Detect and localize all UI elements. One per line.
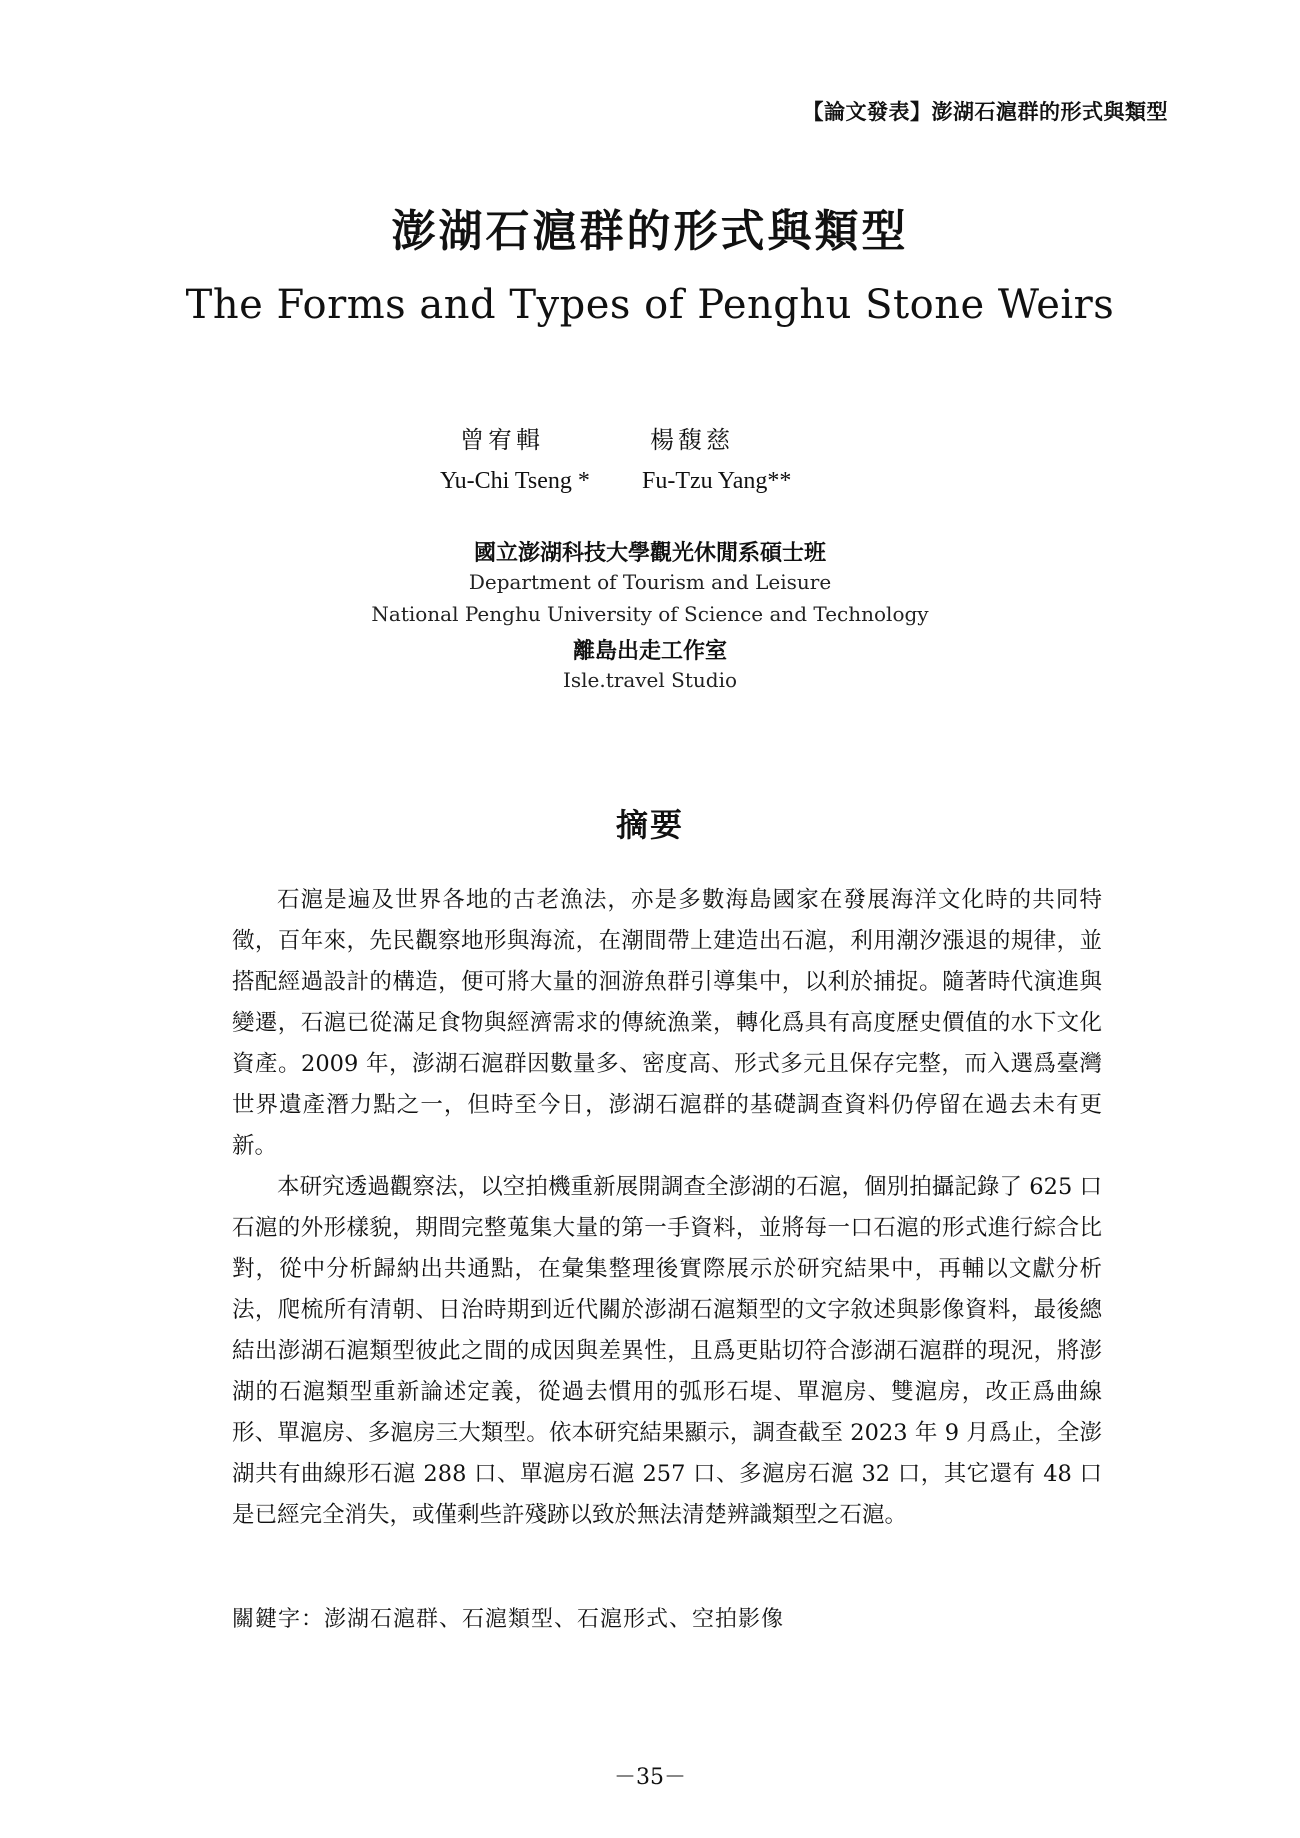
page-number: －35－ <box>614 1765 686 1790</box>
affiliation-2-zh: 離島出走工作室 <box>572 639 727 664</box>
affiliation-2-en: Isle.travel Studio <box>562 668 738 692</box>
author-1-name-zh: 曾宥輯 <box>460 426 544 454</box>
abstract-paragraph-2: 本研究透過觀察法，以空拍機重新展開調查全澎湖的石滬，個別拍攝記錄了 625 口石滬的外形樣貌，期間完整蒐集大量的第一手資料，並將每一口石滬的形式進行綜合比對，從中分析歸納出共通點，在彙集整理後實際展示於研究結果中，再輔以文獻分析法，爬梳所有清朝、日治時期到近代關於澎湖石滬類型的文字敘述與影像資料，最後總結出澎湖石滬類型彼此之間的成因與差異性，且爲更貼切符合澎湖石滬群的現況，將澎湖的石滬類型重新論述定義，從過去慣用的弧形石堤、單滬房、雙滬房，改正爲曲線形、單滬房、多滬房三大類型。依本研究結果顯示，調查截至 2023 年 9 月爲止，全澎湖共有曲線形石滬 288 口、單滬房石滬 257 口、多滬房石滬 32 口，其它還有 48 口是已經完全消失，或僅剩些許殘跡以致於無法清楚辨識類型之石滬。 <box>232 1174 1102 1528</box>
affiliation-1-en-line-1: Department of Tourism and Leisure <box>468 570 832 594</box>
abstract-heading: 摘要 <box>615 806 684 844</box>
abstract-body <box>232 880 1102 1536</box>
paper-title-zh: 澎湖石滬群的形式與類型 <box>391 206 909 257</box>
paper-title-en: The Forms and Types of Penghu Stone Weirs <box>185 282 1115 328</box>
affiliation-1-zh: 國立澎湖科技大學觀光休閒系碩士班 <box>473 541 826 566</box>
abstract-paragraph-1: 石滬是遍及世界各地的古老漁法，亦是多數海島國家在發展海洋文化時的共同特徵，百年來，先民觀察地形與海流，在潮間帶上建造出石滬，利用潮汐漲退的規律，並搭配經過設計的構造，便可將大量的洄游魚群引導集中，以利於捕捉。隨著時代演進與變遷，石滬已從滿足食物與經濟需求的傳統漁業，轉化爲具有高度歷史價值的水下文化資產。2009 年，澎湖石滬群因數量多、密度高、形式多元且保存完整，而入選爲臺灣世界遺產潛力點之一，但時至今日，澎湖石滬群的基礎調查資料仍停留在過去未有更新。 <box>232 887 1102 1159</box>
affiliation-1-en-line-2: National Penghu University of Science and Technology <box>371 602 929 626</box>
running-head: 【論文發表】澎湖石滬群的形式與類型 <box>802 100 1168 124</box>
keywords-line: 關鍵字：澎湖石滬群、石滬類型、石滬形式、空拍影像 <box>232 1607 785 1632</box>
author-2-name-en: Fu-Tzu Yang** <box>642 468 792 494</box>
author-2-name-zh: 楊馥慈 <box>650 426 734 454</box>
author-1-name-en: Yu-Chi Tseng * <box>440 468 590 494</box>
